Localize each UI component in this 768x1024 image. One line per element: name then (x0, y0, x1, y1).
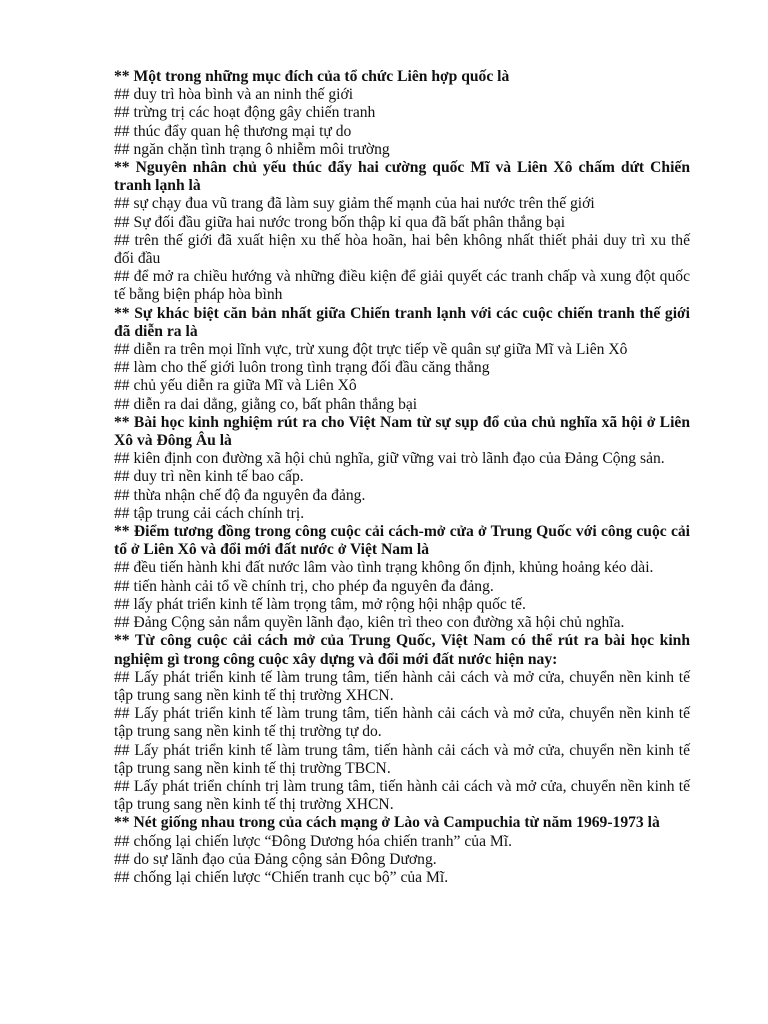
question-2: ** Nguyên nhân chủ yếu thúc đẩy hai cường quốc Mĩ và Liên Xô chấm dứt Chiến tranh lạnh là (114, 159, 690, 195)
answer-6b: ## Lấy phát triển kinh tế làm trung tâm, tiến hành cải cách và mở cửa, chuyển nền kinh tế tập trung sang nền kinh tế thị trường tự do. (114, 705, 690, 741)
answer-6a: ## Lấy phát triển kinh tế làm trung tâm, tiến hành cải cách và mở cửa, chuyển nền kinh tế tập trung sang nền kinh tế thị trường XHCN. (114, 668, 690, 704)
document-page (114, 68, 690, 887)
answer-4b: ## duy trì nền kinh tế bao cấp. (114, 468, 304, 486)
question-3: ** Sự khác biệt căn bản nhất giữa Chiến tranh lạnh với các cuộc chiến tranh thế giới đã diễn ra là (114, 304, 690, 340)
answer-3c: ## chủ yếu diễn ra giữa Mĩ và Liên Xô (114, 377, 357, 395)
answer-7a: ## chống lại chiến lược “Đông Dương hóa chiến tranh” của Mĩ. (114, 832, 512, 850)
answer-1a: ## duy trì hòa bình và an ninh thế giới (114, 86, 354, 104)
question-1: ** Một trong những mục đích của tổ chức Liên hợp quốc là (114, 68, 510, 85)
answer-3b: ## làm cho thế giới luôn trong tình trạng đối đầu căng thẳng (114, 359, 490, 377)
answer-2a: ## sự chạy đua vũ trang đã làm suy giảm thế mạnh của hai nước trên thế giới (114, 195, 595, 213)
answer-2d: ## để mở ra chiều hướng và những điều kiện để giải quyết các tranh chấp và xung đột quốc tế bằng biện pháp hòa bình (114, 268, 690, 304)
answer-2c: ## trên thế giới đã xuất hiện xu thế hòa hoãn, hai bên không nhất thiết phải duy trì xu thế đối đầu (114, 231, 690, 268)
answer-6d: ## Lấy phát triển chính trị làm trung tâm, tiến hành cải cách và mở cửa, chuyển nền kinh tế tập trung sang nền kinh tế thị trường XHCN. (114, 777, 690, 814)
answer-7b: ## do sự lãnh đạo của Đảng cộng sản Đông Dương. (114, 850, 437, 868)
answer-2b: ## Sự đối đầu giữa hai nước trong bốn thập kỉ qua đã bất phân thắng bại (114, 213, 566, 231)
answer-6c: ## Lấy phát triển kinh tế làm trung tâm, tiến hành cải cách và mở cửa, chuyển nền kinh tế tập trung sang nền kinh tế thị trường TBCN. (114, 741, 690, 777)
answer-5d: ## Đảng Cộng sản nắm quyền lãnh đạo, kiên trì theo con đường xã hội chủ nghĩa. (114, 614, 625, 632)
answer-1b: ## trừng trị các hoạt động gây chiến tranh (114, 104, 376, 122)
question-6: ** Từ công cuộc cải cách mở của Trung Quốc, Việt Nam có thể rút ra bài học kinh nghiệm gì trong công cuộc xây dựng và đổi mới đất nước hiện nay: (114, 632, 690, 668)
answer-5c: ## lấy phát triển kinh tế làm trọng tâm, mở rộng hội nhập quốc tế. (114, 595, 526, 613)
question-4: ** Bài học kinh nghiệm rút ra cho Việt Nam từ sự sụp đổ của chủ nghĩa xã hội ở Liên Xô và Đông Âu là (114, 413, 690, 450)
answer-3a: ## diễn ra trên mọi lĩnh vực, trừ xung đột trực tiếp về quân sự giữa Mĩ và Liên Xô (114, 341, 628, 359)
answer-4c: ## thừa nhận chế độ đa nguyên đa đảng. (114, 486, 366, 504)
answer-7c: ## chống lại chiến lược “Chiến tranh cục bộ” của Mĩ. (114, 868, 449, 886)
question-7: ** Nét giống nhau trong của cách mạng ở Lào và Campuchia từ năm 1969-1973 là (114, 814, 660, 832)
answer-1d: ## ngăn chặn tình trạng ô nhiễm môi trường (114, 140, 390, 158)
answer-5b: ## tiến hành cải tổ về chính trị, cho phép đa nguyên đa đảng. (114, 577, 494, 595)
answer-5a: ## đều tiến hành khi đất nước lâm vào tình trạng không ổn định, khủng hoảng kéo dài. (114, 559, 654, 577)
answer-4d: ## tập trung cải cách chính trị. (114, 504, 305, 522)
answer-4a: ## kiên định con đường xã hội chủ nghĩa, giữ vững vai trò lãnh đạo của Đảng Cộng sản. (114, 450, 665, 468)
answer-1c: ## thúc đẩy quan hệ thương mại tự do (114, 122, 352, 140)
answer-3d: ## diễn ra dai dẳng, giằng co, bất phân thắng bại (114, 395, 418, 413)
question-5: ** Điểm tương đồng trong công cuộc cải cách-mở cửa ở Trung Quốc với công cuộc cải tổ ở Liên Xô và đổi mới đất nước ở Việt Nam là (114, 523, 690, 559)
